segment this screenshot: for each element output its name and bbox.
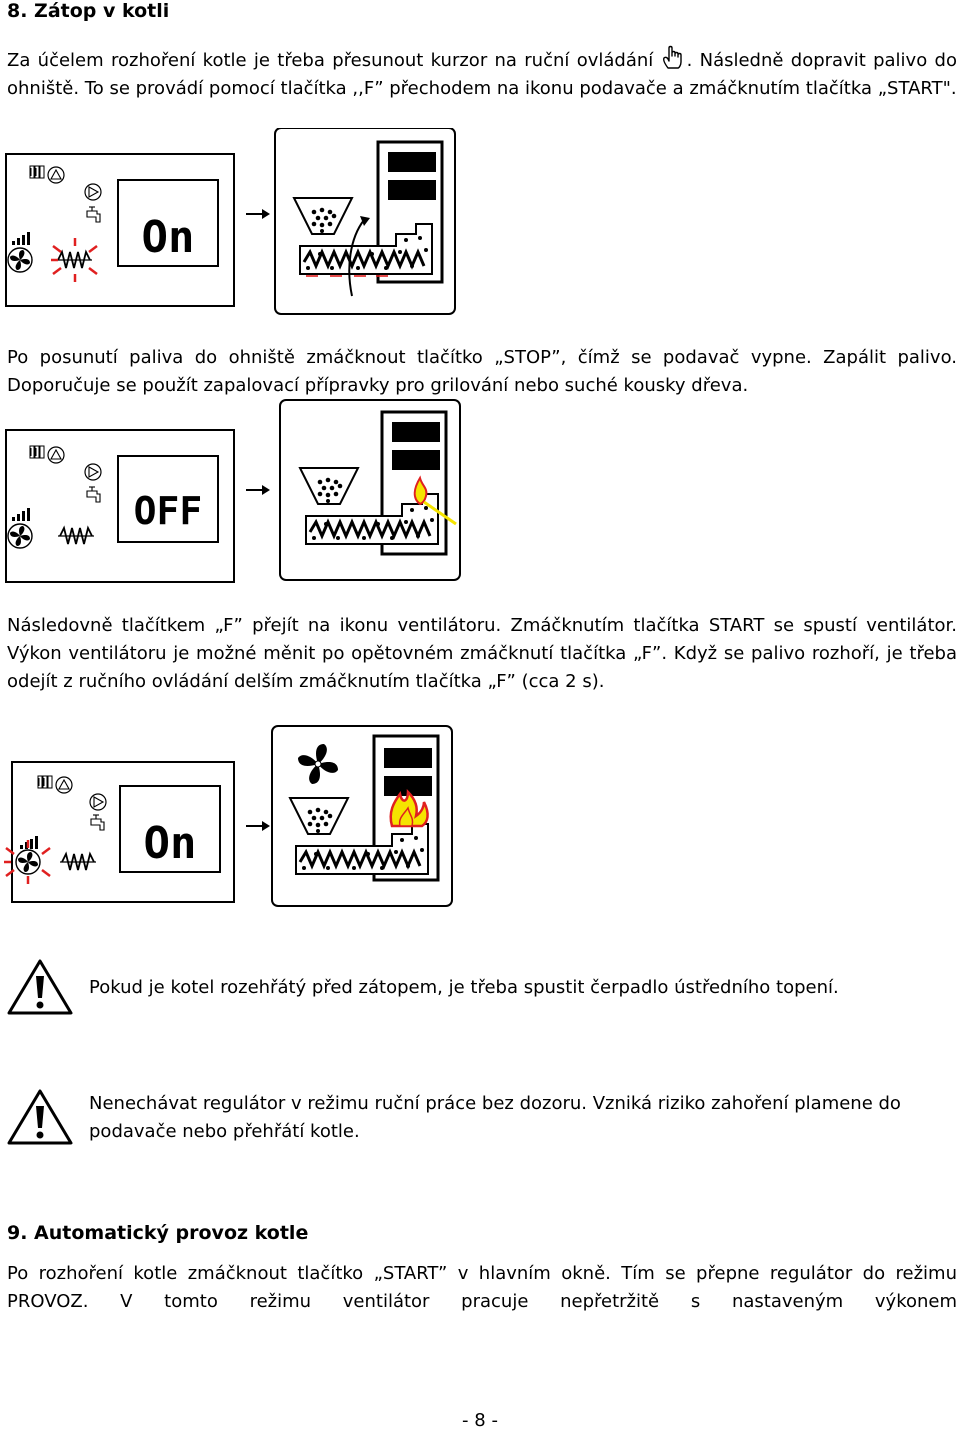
lcd-value-2: OFF [133,489,203,533]
lcd-value-3: On [143,818,197,869]
fan-icon [8,524,32,548]
warning-icon [6,958,74,1016]
intro-text-a: Za účelem rozhoření kotle je třeba přesunout kurzor na ruční ovládání [7,50,654,71]
fan-icon [8,248,32,272]
warning-text-2: Nenechávat regulátor v režimu ruční práce bez dozoru. Vzniká riziko zahoření plamene do podavače nebo přehřátí kotle. [89,1093,901,1142]
figure-fan-on [0,722,470,912]
intro-text-b: . Následně dopravit palivo do ohniště. To se provádí pomocí tlačítka ,,F” přechodem na ikonu podavače a zmáčknutím tlačítka „START". [7,50,957,99]
hand-cursor-icon [661,44,687,70]
arrow-icon [262,209,270,219]
section-8-para2: Po posunutí paliva do ohniště zmáčknout tlačítko „STOP”, čímž se podavač vypne. Zapálit palivo. Doporučuje se použít zapalovací přípravky pro grilování nebo suché kousky dřeva. [7,347,957,396]
page-number: - 8 - [462,1410,498,1431]
section-9-title: 9. Automatický provoz kotle [7,1222,309,1244]
warning-icon [6,1088,74,1146]
section-8-title: 8. Zátop v kotli [7,0,170,22]
lcd-value-1: On [141,212,195,263]
warning-text-1: Pokud je kotel rozehřátý před zátopem, je třeba spustit čerpadlo ústředního topení. [89,977,839,998]
figure-feeder-on [0,128,470,318]
arrow-icon [262,485,270,495]
fan-icon [16,850,40,874]
section-9-para: Po rozhoření kotle zmáčknout tlačítko „START” v hlavním okně. Tím se přepne regulátor do režimu PROVOZ. V tomto režimu ventilátor pracuje nepřetržitě s nastaveným výkonem [7,1263,957,1312]
section-8-intro [7,44,957,103]
figure-feeder-off [0,398,470,588]
arrow-icon [262,821,270,831]
section-8-para3: Následovně tlačítkem „F” přejít na ikonu ventilátoru. Zmáčknutím tlačítka START se spustí ventilátor. Výkon ventilátoru je možné měnit po opětovném zmáčknutí tlačítka „F”. Když se palivo rozhoří, je třeba odejít z ručního ovládání delším zmáčknutím tlačítka „F” (cca 2 s). [7,615,957,692]
